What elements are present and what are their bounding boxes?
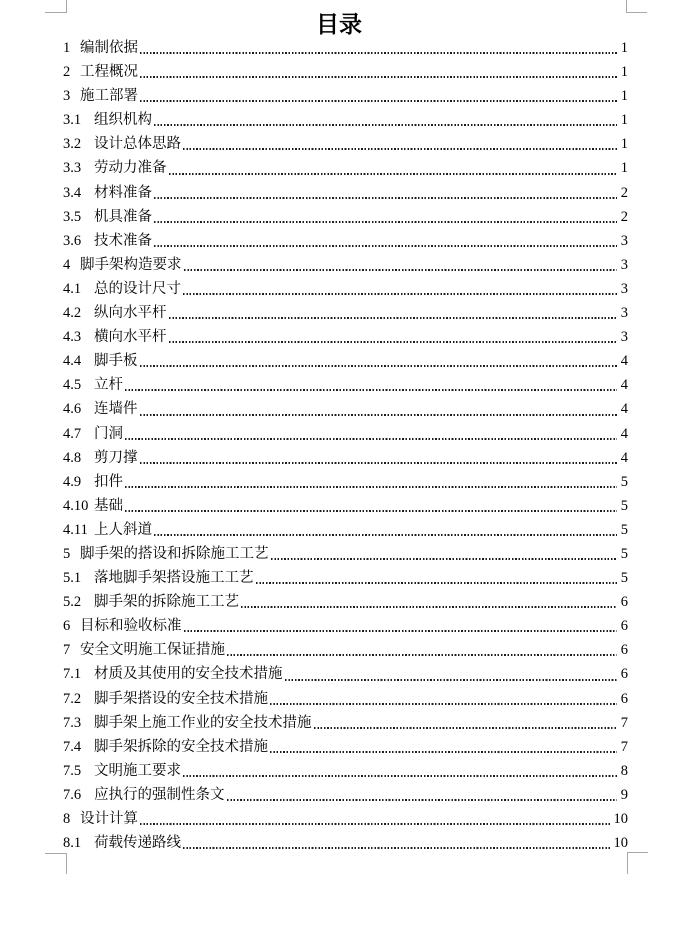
- toc-entry-number: 4.4: [63, 353, 82, 370]
- toc-entry-label: 横向水平杆: [94, 329, 167, 346]
- toc-entry-number: 3.2: [63, 136, 82, 153]
- toc-entry[interactable]: [63, 831, 628, 855]
- toc-entry[interactable]: [63, 373, 628, 397]
- toc-entry-number: 7.4: [63, 738, 82, 755]
- toc-entry-label: 脚手架上施工作业的安全技术措施: [94, 714, 312, 731]
- toc-leader-dots: [140, 823, 610, 825]
- toc-leader-dots: [241, 606, 617, 608]
- toc-entry-number: 7.3: [63, 714, 82, 731]
- toc-entry-page: 3: [620, 232, 628, 249]
- toc-entry-page: 1: [620, 40, 628, 56]
- toc-entry-page: 5: [620, 473, 628, 490]
- toc-leader-dots: [227, 654, 617, 656]
- toc-entry-page: 3: [620, 305, 628, 322]
- toc-entry-page: 4: [620, 449, 628, 466]
- toc-entry-number: 3.3: [63, 160, 82, 177]
- toc-entry[interactable]: [63, 108, 628, 132]
- toc-entry-label: 材质及其使用的安全技术措施: [94, 666, 283, 683]
- toc-entry-label: 脚手架的拆除施工工艺: [94, 594, 239, 611]
- toc-entry-number: 4.9: [63, 473, 82, 490]
- toc-entry-label: 设计总体思路: [94, 136, 181, 153]
- toc-entry-number: 8.1: [63, 835, 82, 852]
- toc-entry-page: 2: [620, 208, 628, 225]
- toc-leader-dots: [183, 148, 617, 150]
- toc-entry-page: 6: [620, 642, 628, 659]
- toc-entry-number: 5: [63, 545, 71, 562]
- toc-entry-page: 1: [620, 136, 628, 153]
- toc-entry-label: 脚手架搭设的安全技术措施: [94, 690, 268, 707]
- toc-entry-page: 1: [620, 160, 628, 177]
- toc-entry-number: 4.5: [63, 377, 82, 394]
- toc-entry-number: 2: [63, 64, 71, 81]
- toc-leader-dots: [169, 341, 617, 343]
- crop-mark-bottom-left-icon: [45, 853, 67, 874]
- toc-entry-page: 1: [620, 112, 628, 129]
- toc-entry-number: 4.6: [63, 401, 82, 418]
- toc-entry-number: 7.6: [63, 786, 82, 803]
- toc-entry-page: 7: [620, 738, 628, 755]
- crop-mark-bottom-right-icon: [627, 852, 648, 874]
- toc-entry[interactable]: [63, 807, 628, 831]
- toc-entry-number: 3.6: [63, 232, 82, 249]
- toc-entry-label: 技术准备: [94, 232, 152, 249]
- toc-entry-label: 材料准备: [94, 184, 152, 201]
- toc-leader-dots: [314, 727, 617, 729]
- toc-leader-dots: [154, 221, 617, 223]
- toc-entry-label: 脚手架构造要求: [80, 256, 182, 273]
- toc-entry[interactable]: [63, 229, 628, 253]
- toc-entry-page: 6: [620, 618, 628, 635]
- toc-entry-number: 7: [63, 642, 71, 659]
- toc-entry-number: 5.2: [63, 594, 82, 611]
- toc-entry[interactable]: [63, 36, 628, 60]
- toc-entry[interactable]: [63, 349, 628, 373]
- toc-entry-page: 3: [620, 280, 628, 297]
- toc-leader-dots: [169, 173, 617, 175]
- toc-entry-label: 设计计算: [80, 811, 138, 827]
- toc-list: [63, 36, 628, 855]
- toc-leader-dots: [270, 703, 617, 705]
- toc-entry-page: 6: [620, 690, 628, 707]
- toc-entry-page: 2: [620, 184, 628, 201]
- toc-leader-dots: [154, 245, 617, 247]
- toc-leader-dots: [125, 510, 617, 512]
- toc-entry-label: 劳动力准备: [94, 160, 167, 177]
- toc-entry-number: 4.10: [63, 497, 89, 514]
- toc-entry-label: 门洞: [94, 425, 123, 442]
- toc-entry-number: 3: [63, 88, 71, 105]
- toc-entry[interactable]: [63, 277, 628, 301]
- toc-entry[interactable]: [63, 132, 628, 156]
- toc-entry-page: 8: [620, 762, 628, 779]
- toc-entry[interactable]: [63, 518, 628, 542]
- toc-entry-page: 4: [620, 353, 628, 370]
- toc-entry-page: 3: [620, 256, 628, 273]
- toc-entry-number: 3.1: [63, 112, 82, 129]
- toc-entry-label: 应执行的强制性条文: [94, 786, 225, 803]
- toc-leader-dots: [140, 414, 617, 416]
- toc-entry[interactable]: [63, 253, 628, 277]
- toc-entry[interactable]: [63, 711, 628, 735]
- toc-leader-dots: [154, 197, 617, 199]
- toc-entry-number: 7.1: [63, 666, 82, 683]
- toc-entry[interactable]: [63, 325, 628, 349]
- toc-entry-number: 3.5: [63, 208, 82, 225]
- toc-entry[interactable]: [63, 687, 628, 711]
- toc-entry[interactable]: [63, 735, 628, 759]
- toc-entry-page: 5: [620, 521, 628, 538]
- toc-leader-dots: [169, 317, 617, 319]
- toc-entry-label: 扣件: [94, 473, 123, 490]
- toc-entry-number: 5.1: [63, 570, 82, 587]
- toc-entry-page: 1: [620, 88, 628, 105]
- toc-entry-number: 4.3: [63, 329, 82, 346]
- toc-entry[interactable]: [63, 446, 628, 470]
- toc-entry[interactable]: [63, 542, 628, 566]
- toc-entry-page: 10: [613, 811, 628, 827]
- toc-leader-dots: [271, 558, 617, 560]
- toc-leader-dots: [270, 751, 617, 753]
- toc-entry-page: 5: [620, 570, 628, 587]
- toc-entry-number: 6: [63, 618, 71, 635]
- toc-leader-dots: [184, 269, 617, 271]
- toc-entry-number: 4: [63, 256, 71, 273]
- toc-entry-label: 基础: [94, 497, 123, 514]
- toc-entry[interactable]: [63, 759, 628, 783]
- toc-entry-page: 3: [620, 329, 628, 346]
- toc-leader-dots: [227, 799, 617, 801]
- toc-leader-dots: [154, 534, 617, 536]
- toc-entry-page: 4: [620, 425, 628, 442]
- toc-entry-label: 荷载传递路线: [94, 835, 181, 852]
- toc-entry[interactable]: [63, 590, 628, 614]
- toc-entry-page: 10: [613, 835, 628, 852]
- toc-leader-dots: [285, 679, 617, 681]
- toc-entry[interactable]: [63, 60, 628, 84]
- toc-entry-number: 4.11: [63, 521, 88, 538]
- toc-leader-dots: [256, 582, 617, 584]
- toc-entry-label: 工程概况: [80, 64, 138, 81]
- toc-entry[interactable]: [63, 638, 628, 662]
- toc-entry-label: 脚手架拆除的安全技术措施: [94, 738, 268, 755]
- toc-entry-label: 剪刀撑: [94, 449, 138, 466]
- toc-leader-dots: [140, 462, 617, 464]
- toc-entry-label: 文明施工要求: [94, 762, 181, 779]
- toc-entry-page: 6: [620, 666, 628, 683]
- toc-entry[interactable]: [63, 397, 628, 421]
- toc-entry-label: 组织机构: [94, 112, 152, 129]
- toc-leader-dots: [183, 293, 617, 295]
- toc-entry-label: 施工部署: [80, 88, 138, 105]
- toc-entry-label: 上人斜道: [94, 521, 152, 538]
- toc-entry[interactable]: [63, 614, 628, 638]
- toc-entry-label: 安全文明施工保证措施: [80, 642, 225, 659]
- toc-entry-number: 8: [63, 811, 71, 827]
- toc-entry[interactable]: [63, 301, 628, 325]
- toc-leader-dots: [125, 486, 617, 488]
- toc-leader-dots: [183, 775, 617, 777]
- toc-entry-number: 4.2: [63, 305, 82, 322]
- toc-entry-page: 5: [620, 545, 628, 562]
- toc-entry-number: 4.1: [63, 280, 82, 297]
- toc-entry[interactable]: [63, 566, 628, 590]
- toc-entry-label: 编制依据: [80, 40, 138, 56]
- toc-title: 目录: [316, 12, 362, 37]
- toc-entry-label: 脚手板: [94, 353, 138, 370]
- toc-entry-number: 3.4: [63, 184, 82, 201]
- toc-leader-dots: [140, 76, 617, 78]
- toc-leader-dots: [183, 847, 610, 849]
- toc-entry-page: 4: [620, 377, 628, 394]
- toc-leader-dots: [184, 630, 617, 632]
- toc-entry-number: 7.2: [63, 690, 82, 707]
- toc-entry-page: 7: [620, 714, 628, 731]
- toc-entry-label: 机具准备: [94, 208, 152, 225]
- toc-leader-dots: [125, 389, 617, 391]
- toc-entry-page: 9: [620, 786, 628, 803]
- toc-entry[interactable]: [63, 84, 628, 108]
- toc-entry[interactable]: [63, 156, 628, 180]
- toc-entry-label: 纵向水平杆: [94, 305, 167, 322]
- toc-entry-label: 落地脚手架搭设施工工艺: [94, 570, 254, 587]
- toc-leader-dots: [140, 365, 617, 367]
- toc-entry-label: 连墙件: [94, 401, 138, 418]
- toc-entry-number: 1: [63, 40, 71, 56]
- toc-entry-label: 立杆: [94, 377, 123, 394]
- toc-leader-dots: [140, 100, 617, 102]
- toc-entry-number: 4.8: [63, 449, 82, 466]
- toc-entry-page: 4: [620, 401, 628, 418]
- toc-entry-label: 目标和验收标准: [80, 618, 182, 635]
- toc-leader-dots: [154, 124, 617, 126]
- toc-entry-page: 5: [620, 497, 628, 514]
- toc-entry[interactable]: [63, 422, 628, 446]
- toc-entry-number: 4.7: [63, 425, 82, 442]
- toc-entry-page: 1: [620, 64, 628, 81]
- toc-entry[interactable]: [63, 470, 628, 494]
- toc-entry[interactable]: [63, 181, 628, 205]
- toc-entry-number: 7.5: [63, 762, 82, 779]
- toc-entry[interactable]: [63, 783, 628, 807]
- toc-entry-label: 总的设计尺寸: [94, 280, 181, 297]
- toc-entry[interactable]: [63, 205, 628, 229]
- toc-leader-dots: [125, 438, 617, 440]
- toc-entry-page: 6: [620, 594, 628, 611]
- toc-entry[interactable]: [63, 662, 628, 686]
- toc-entry[interactable]: [63, 494, 628, 518]
- toc-leader-dots: [140, 52, 617, 54]
- toc-entry-label: 脚手架的搭设和拆除施工工艺: [80, 545, 269, 562]
